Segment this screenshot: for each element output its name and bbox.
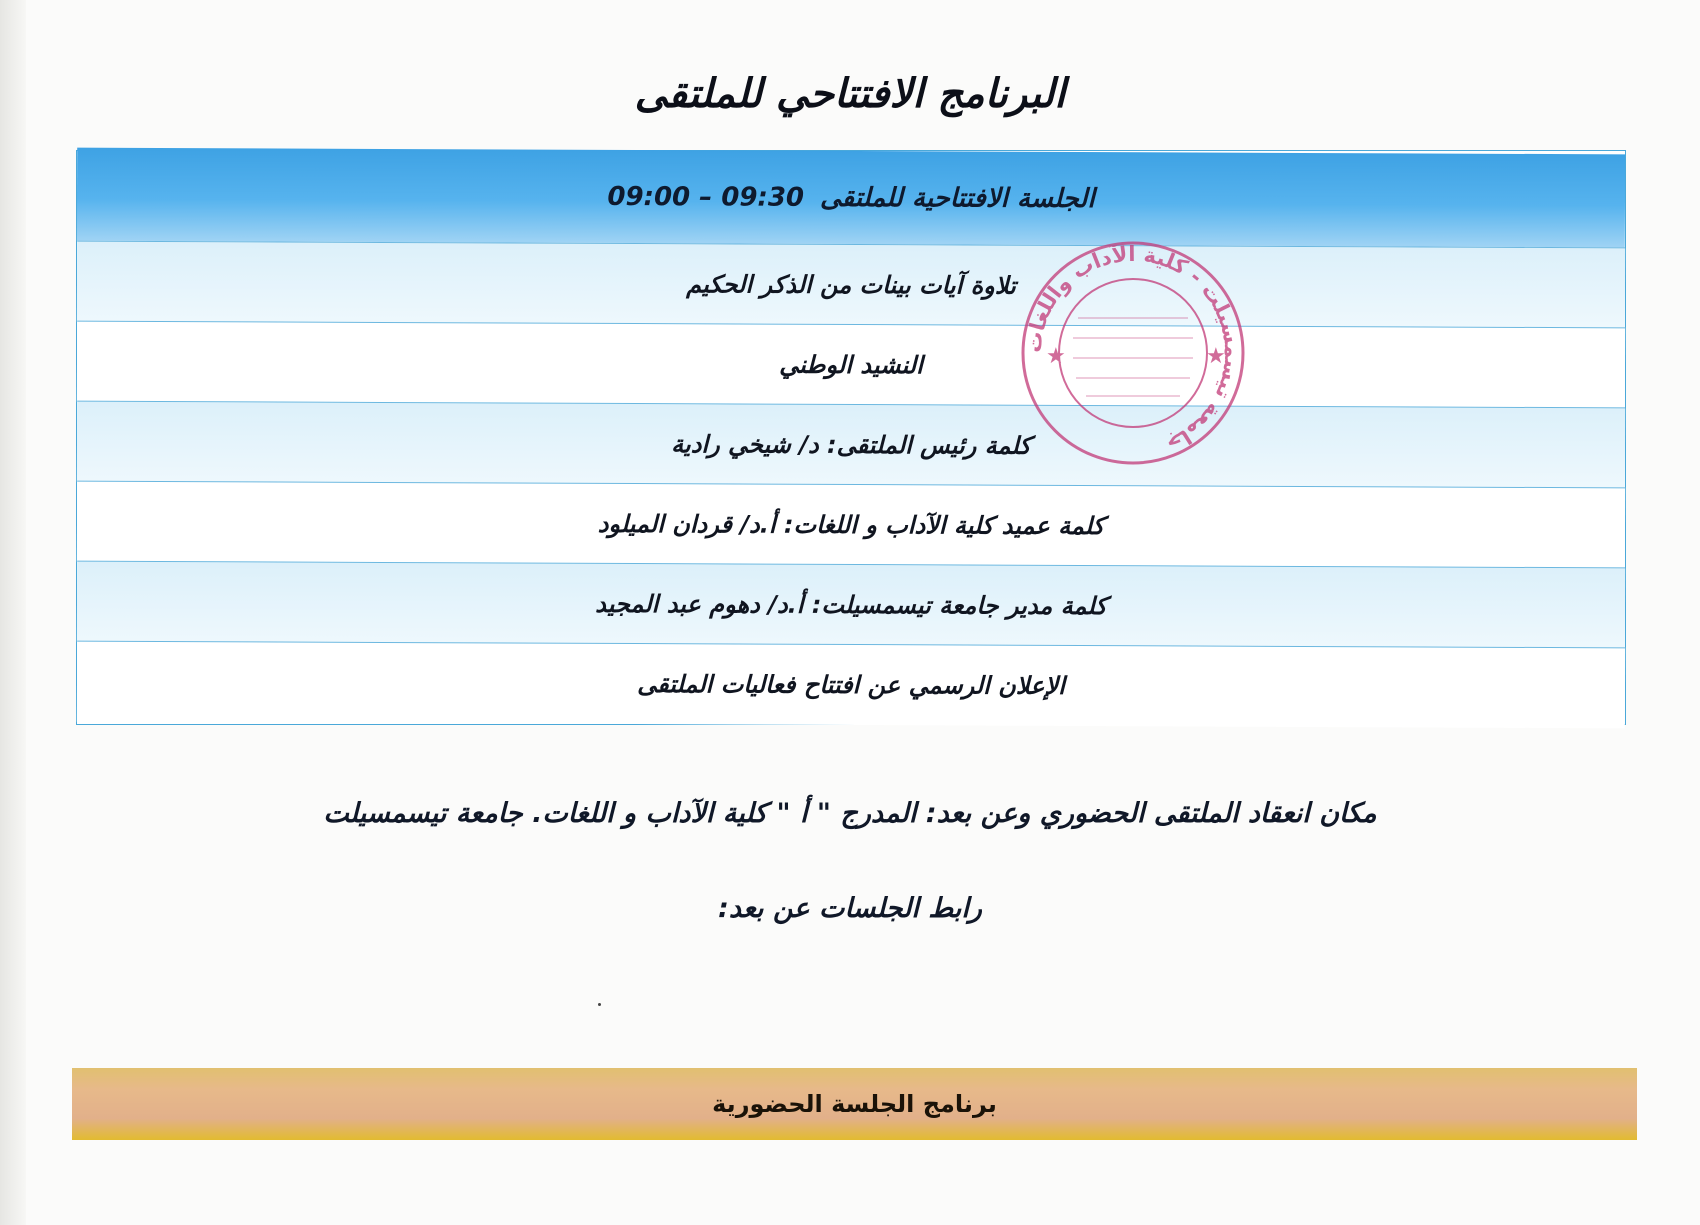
university-stamp (1018, 238, 1248, 468)
star-icon: ★ (1206, 344, 1226, 369)
stamp-text: جامعة تيسمسيلت - كلية الآداب واللغات (1021, 241, 1245, 457)
section-bar (72, 1068, 1637, 1140)
row-text: كلمة رئيس الملتقى: د/ شيخي رادية (671, 430, 1031, 460)
session-label: الجلسة الافتتاحية للملتقى (819, 182, 1095, 214)
row-text: تلاوة آيات بينات من الذكر الحكيم (686, 270, 1016, 300)
ink-dot (598, 1003, 601, 1006)
opening-program-table (76, 150, 1626, 725)
section-bar-label: برنامج الجلسة الحضورية (712, 1090, 997, 1118)
row-text: النشيد الوطني (779, 350, 923, 380)
row-text: كلمة مدير جامعة تيسمسيلت: أ.د/ دهوم عبد المجيد (595, 589, 1107, 621)
venue-text: مكان انعقاد الملتقى الحضوري وعن بعد: المدرج " أ " كلية الآداب و اللغات. جامعة تيسمسيلت (323, 798, 1377, 829)
row-text: كلمة عميد كلية الآداب و اللغات: أ.د/ قردان الميلود (597, 509, 1105, 541)
table-row (77, 641, 1625, 729)
session-time: 09:00 – 09:30 (607, 181, 805, 213)
table-row (77, 401, 1625, 489)
table-row (77, 561, 1625, 649)
star-icon: ★ (1046, 344, 1066, 369)
page-edge (0, 0, 26, 1225)
row-text: الإعلان الرسمي عن افتتاح فعاليات الملتقى (637, 670, 1065, 700)
table-row (77, 321, 1625, 409)
page-title: البرنامج الافتتاحي للملتقى (634, 70, 1066, 117)
remote-link-label: رابط الجلسات عن بعد: (718, 893, 982, 924)
table-header-row (77, 148, 1625, 248)
table-row (77, 481, 1625, 569)
table-row (77, 241, 1625, 329)
